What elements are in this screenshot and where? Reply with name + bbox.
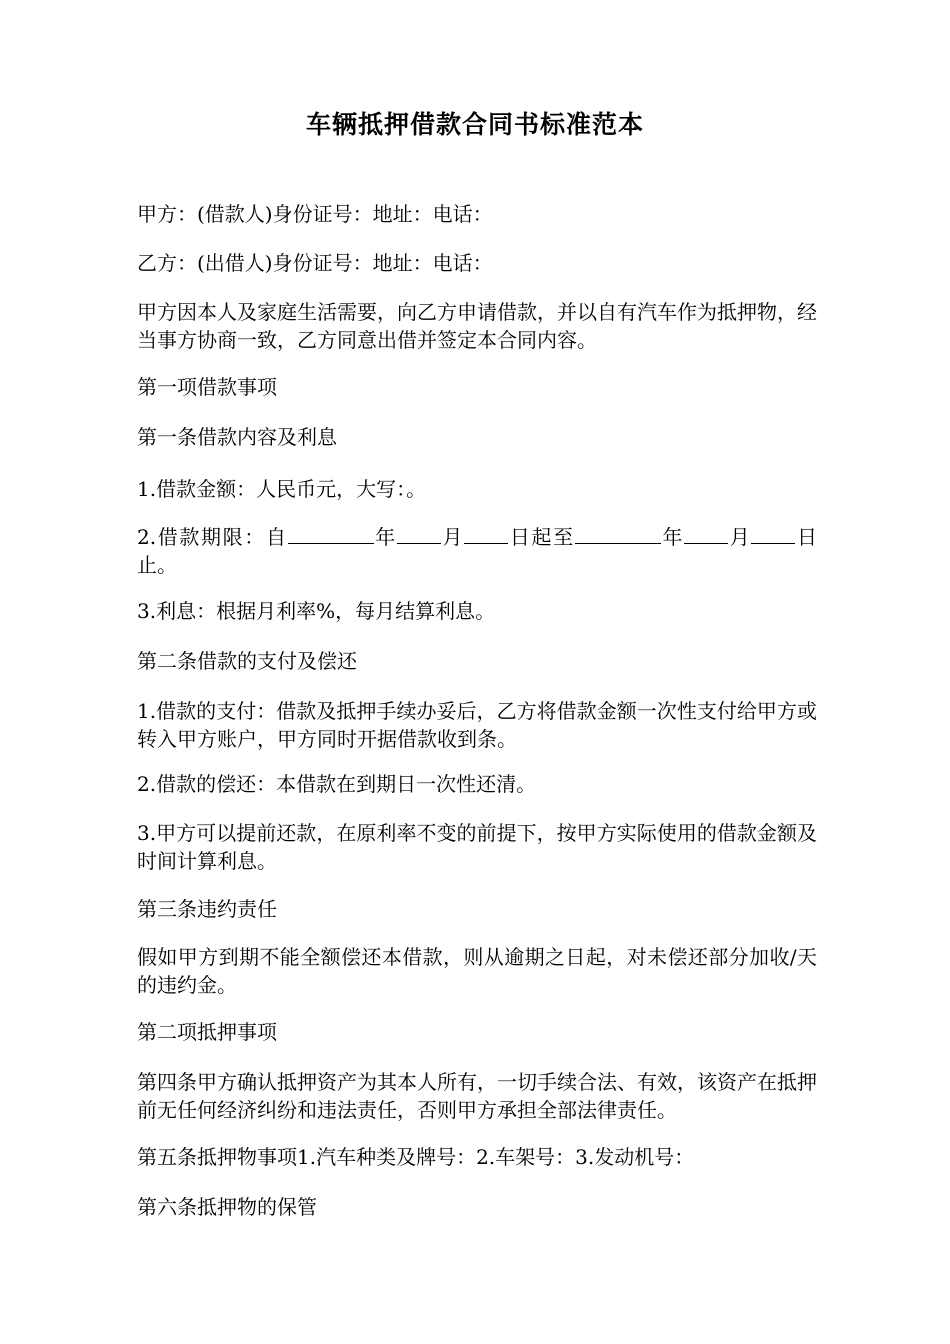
- repayment-item: 2.借款的偿还：本借款在到期日一次性还清。: [137, 772, 537, 796]
- end-day-blank: [751, 523, 795, 544]
- article-five-paragraph: 第五条抵押物事项1.汽车种类及牌号：2.车架号：3.发动机号：: [137, 1145, 695, 1169]
- interest-item: 3.利息：根据月利率%，每月结算利息。: [137, 599, 496, 623]
- end-month-blank: [684, 523, 728, 544]
- party-a-line: 甲方：(借款人)身份证号：地址：电话：: [137, 202, 493, 226]
- article-heading-custody: 第六条抵押物的保管: [137, 1195, 317, 1219]
- loan-amount-item: 1.借款金额：人民币元，大写：。: [137, 477, 427, 501]
- document-title: 车辆抵押借款合同书标准范本: [305, 110, 644, 139]
- article-heading-payment: 第二条借款的支付及偿还: [137, 649, 357, 673]
- start-day-to-label: 日起至: [508, 525, 575, 549]
- start-month-label: 月: [440, 525, 465, 549]
- end-month-label: 月: [728, 525, 752, 549]
- section-heading-loan: 第一项借款事项: [137, 375, 277, 399]
- loan-term-item: [137, 523, 817, 579]
- default-paragraph: 假如甲方到期不能全额偿还本借款，则从逾期之日起，对未偿还部分加收/天的违约金。: [137, 945, 817, 997]
- end-year-label: 年: [660, 525, 685, 549]
- article-four-paragraph: 第四条甲方确认抵押资产为其本人所有，一切手续合法、有效，该资产在抵押前无任何经济纠纷和违法责任，否则甲方承担全部法律责任。: [137, 1070, 817, 1122]
- party-b-line: 乙方：(出借人)身份证号：地址：电话：: [137, 251, 493, 275]
- loan-term-prefix: 2.借款期限：自: [137, 525, 288, 549]
- early-repayment-item: 3.甲方可以提前还款，在原利率不变的前提下，按甲方实际使用的借款金额及时间计算利息。: [137, 821, 817, 873]
- start-year-label: 年: [373, 525, 397, 549]
- article-heading-default: 第三条违约责任: [137, 897, 277, 921]
- end-day-label: 日止。: [137, 525, 818, 577]
- start-year-blank: [288, 523, 374, 544]
- preamble-paragraph: 甲方因本人及家庭生活需要，向乙方申请借款，并以自有汽车作为抵押物，经当事方协商一致，乙方同意出借并签定本合同内容。: [137, 300, 817, 352]
- start-month-blank: [397, 523, 441, 544]
- end-year-blank: [575, 523, 661, 544]
- start-day-blank: [464, 523, 508, 544]
- section-heading-mortgage: 第二项抵押事项: [137, 1020, 277, 1044]
- payment-item: 1.借款的支付：借款及抵押手续办妥后，乙方将借款金额一次性支付给甲方或转入甲方账户，甲方同时开据借款收到条。: [137, 699, 817, 751]
- article-heading-loan-content: 第一条借款内容及利息: [137, 425, 337, 449]
